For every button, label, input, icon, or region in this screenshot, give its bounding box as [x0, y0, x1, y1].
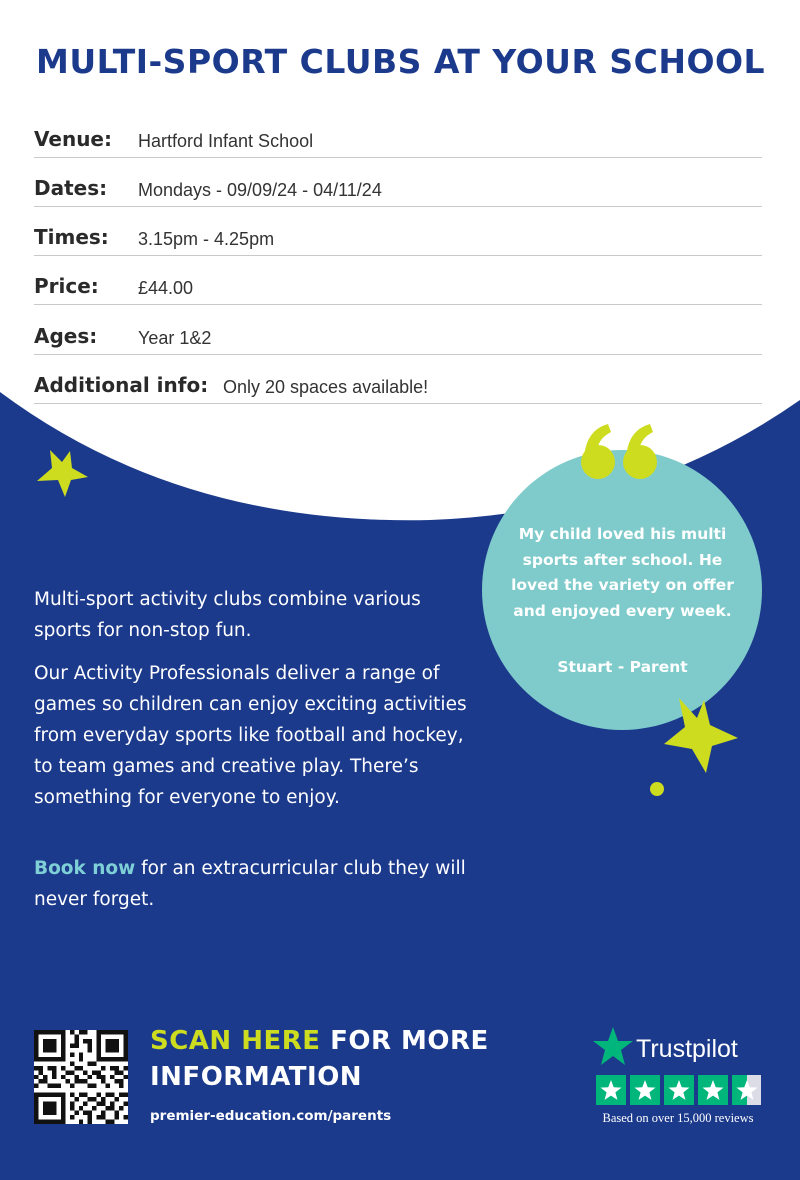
- details-value: £44.00: [138, 278, 194, 298]
- trustpilot-review-count: Based on over 15,000 reviews: [602, 1111, 754, 1125]
- details-label: Ages:: [34, 324, 98, 348]
- website-url-link[interactable]: premier-education.com/parents: [150, 1108, 392, 1124]
- rating-star-icon: [732, 1075, 761, 1105]
- trustpilot-name: Trustpilot: [636, 1035, 738, 1063]
- scan-heading-line2: INFORMATION: [150, 1062, 363, 1092]
- intro-paragraph: Multi-sport activity clubs combine various sports for non-stop fun.: [34, 589, 421, 641]
- details-value: Only 20 spaces available!: [223, 377, 429, 397]
- dot-decoration: [650, 782, 664, 796]
- details-row-ages: [34, 314, 762, 355]
- star-decoration-icon: [37, 450, 88, 497]
- details-label: Dates:: [34, 176, 108, 200]
- call-to-action-paragraph: [34, 853, 479, 915]
- rating-star-icon: [698, 1075, 728, 1105]
- testimonial-author: Stuart - Parent: [557, 658, 688, 676]
- details-label: Times:: [34, 225, 109, 249]
- book-now-link[interactable]: Book now: [34, 858, 136, 879]
- call-to-action-text: for an extracurricular club they will never forget.: [34, 858, 466, 910]
- details-row-venue: [34, 117, 762, 158]
- details-value: Year 1&2: [138, 328, 212, 348]
- details-value: 3.15pm - 4.25pm: [138, 229, 275, 249]
- trustpilot-star-icon: [592, 1026, 634, 1066]
- details-label: Price:: [34, 274, 99, 298]
- details-row-dates: [34, 166, 762, 207]
- details-label: Venue:: [34, 127, 112, 151]
- details-value: Mondays - 09/09/24 - 04/11/24: [138, 180, 382, 200]
- details-label: Additional info:: [34, 373, 209, 397]
- qr-code[interactable]: [34, 1030, 128, 1124]
- trustpilot-rating: [595, 1075, 761, 1105]
- details-row-price: [34, 264, 762, 305]
- details-row-additional-info: [34, 363, 762, 404]
- rating-star-icon: [596, 1075, 626, 1105]
- trustpilot-logo: [592, 1026, 767, 1068]
- rating-star-icon: [664, 1075, 694, 1105]
- page-title: MULTI-SPORT CLUBS AT YOUR SCHOOL: [36, 42, 766, 81]
- for-more-text: FOR MORE: [320, 1026, 489, 1056]
- details-row-times: [34, 215, 762, 256]
- rating-star-icon: [630, 1075, 660, 1105]
- details-value: Hartford Infant School: [138, 131, 314, 151]
- scan-heading-line1: [150, 1026, 489, 1056]
- scan-here-text: SCAN HERE: [150, 1026, 321, 1056]
- testimonial-quote: My child loved his multi sports after school. He loved the variety on offer and enjoyed every week.: [511, 525, 734, 620]
- description-paragraph: Our Activity Professionals deliver a range of games so children can enjoy exciting activities from everyday sports like football and hockey, to team games and creative play. There’s something for everyone to enjoy.: [34, 663, 467, 808]
